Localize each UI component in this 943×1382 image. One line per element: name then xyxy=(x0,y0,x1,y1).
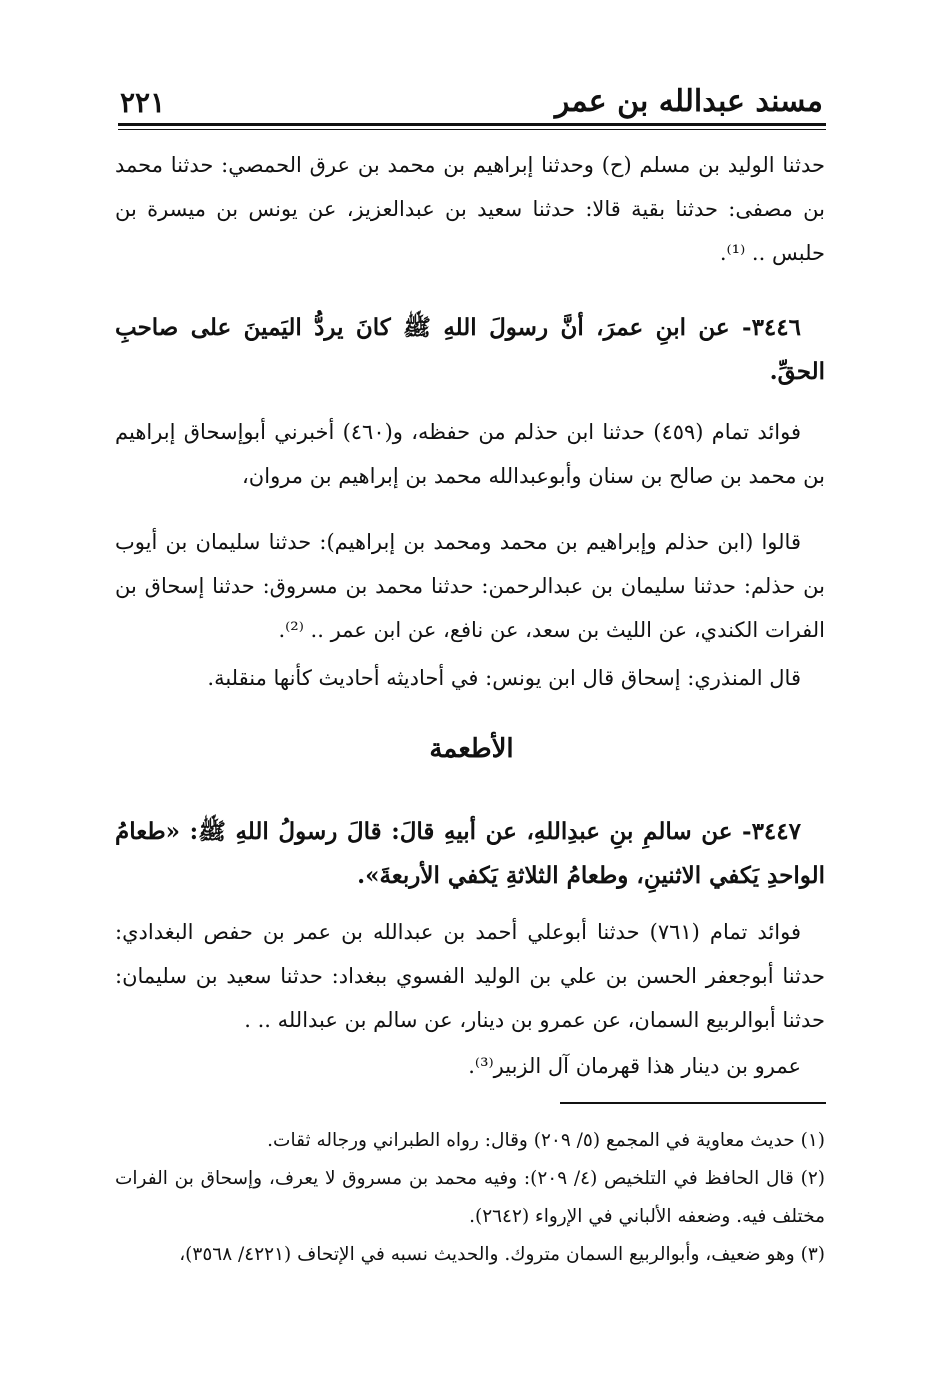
header-rule-thin xyxy=(118,129,826,130)
footnote-2: (٢) قال الحافظ في التلخيص (٤/ ٢٠٩): وفيه محمد بن مسروق لا يعرف، وإسحاق بن الفرات مختلف فيه. وضعفه الألباني في الإرواء (٢٦٤٢). xyxy=(115,1168,825,1227)
header-rule-thick xyxy=(118,123,826,126)
paragraph-isnad-continuation: حدثنا الوليد بن مسلم (ح) وحدثنا إبراهيم بن محمد بن عرق الحمصي: حدثنا محمد بن مصفى: حدثنا بقية قالا: حدثنا سعيد بن عبدالعزيز، عن يونس بن ميسرة بن حلبس .. ⁽¹⁾. xyxy=(115,153,825,265)
paragraph-qalu-isnad: قالوا (ابن حذلم وإبراهيم بن محمد ومحمد بن إبراهيم): حدثنا سليمان بن أيوب بن حذلم: حدثنا سليمان بن عبدالرحمن: حدثنا محمد بن مسروق: حدثنا إسحاق بن الفرات الكندي، عن الليث بن سعد، عن نافع، عن ابن عمر .. ⁽²⁾. xyxy=(115,530,825,642)
footnote-1: (١) حديث معاوية في المجمع (٥/ ٢٠٩) وقال: رواه الطبراني ورجاله ثقات. xyxy=(267,1130,825,1151)
paragraph-mundhiri: قال المنذري: إسحاق قال ابن يونس: في أحاديثه أحاديث كأنها منقلبة. xyxy=(207,666,801,690)
hadith-3447: ٣٤٤٧- عن سالمِ بنِ عبدِاللهِ، عن أبيهِ قالَ: قالَ رسولُ اللهِ ﷺ: «طعامُ الواحدِ يَكفي الاثنينِ، وطعامُ الثلاثةِ يَكفي الأربعةَ». xyxy=(115,818,825,889)
paragraph-fawaid-tammam-761: فوائد تمام (٧٦١) حدثنا أبوعلي أحمد بن عبدالله بن عمر بن حفص البغدادي: حدثنا أبوجعفر الحسن بن علي بن الوليد الفسوي ببغداد: حدثنا سعيد بن سليمان: حدثنا أبوالربيع السمان، عن عمرو بن دينار، عن سالم بن عبدالله .. . xyxy=(115,920,825,1032)
hadith-3446: ٣٤٤٦- عن ابنِ عمرَ، أنَّ رسولَ اللهِ ﷺ كانَ يردُّ اليَمينَ على صاحبِ الحقِّ. xyxy=(115,314,825,385)
page-number: ٢٢١ xyxy=(120,86,166,119)
footnote-separator xyxy=(560,1102,826,1104)
paragraph-amr-bin-dinar: عمرو بن دينار هذا قهرمان آل الزبير⁽³⁾. xyxy=(468,1054,801,1078)
paragraph-fawaid-tammam-459: فوائد تمام (٤٥٩) حدثنا ابن حذلم من حفظه، و(٤٦٠) أخبرني أبوإسحاق إبراهيم بن محمد بن صالح بن سنان وأبوعبدالله محمد بن إبراهيم بن مروان، xyxy=(115,420,825,488)
running-header-title: مسند عبدالله بن عمر xyxy=(554,84,823,119)
section-heading: الأطعمة xyxy=(429,734,514,764)
footnote-3: (٣) وهو ضعيف، وأبوالربيع السمان متروك. والحديث نسبه في الإتحاف (٤٢٢١/ ٣٥٦٨)، xyxy=(179,1244,825,1265)
